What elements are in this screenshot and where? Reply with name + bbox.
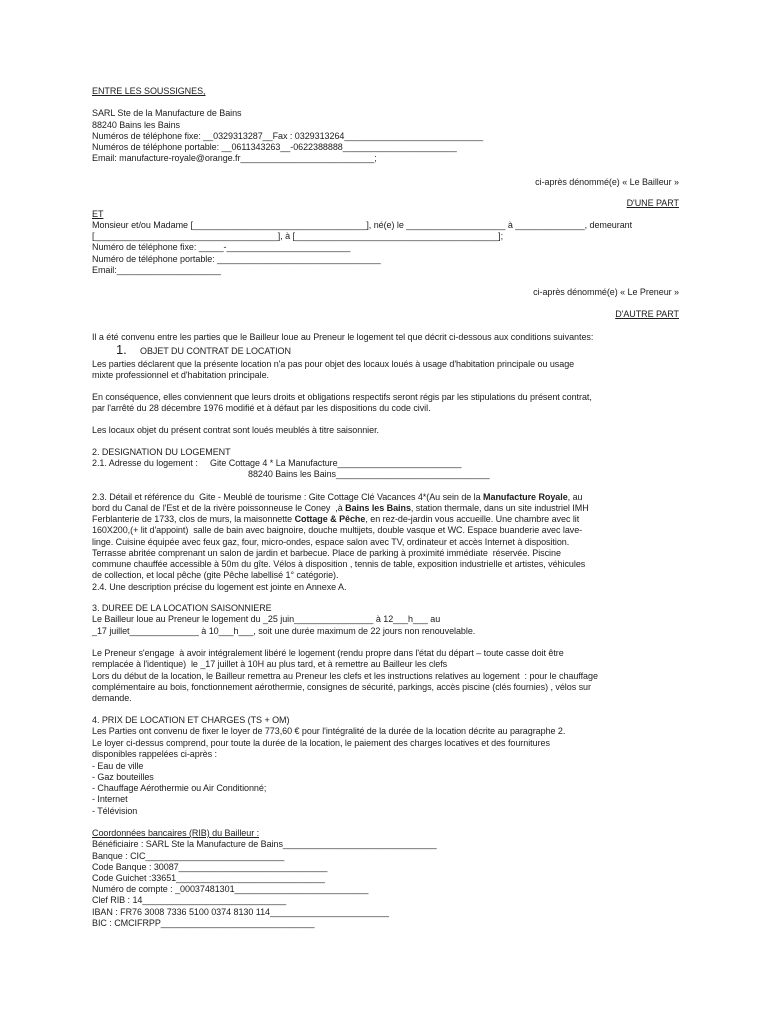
tenant-phone-fixed: Numéro de téléphone fixe: _____-_________________________ [92,242,351,252]
obligation-line-4: complémentaire au bois, fonctionnement aérothermie, consignes de sécurité, parkings, accès piscine (clés fournies) , vélos sur [92,682,591,692]
detail-line-2 [92,503,589,514]
duration-line-2: _17 juillet______________ à 10___h___, soit une durée maximum de 22 jours non renouvelable. [92,626,476,636]
detail-line-3-bold: Cottage & Pêche [294,514,366,524]
section-3-title: 3. DUREE DE LA LOCATION SAISONNIERE [92,603,272,613]
lessor-designation: ci-après dénommé(e) « Le Bailleur » [535,177,679,187]
branch-code: Code Guichet :33651______________________________ [92,873,325,883]
lessor-city: 88240 Bains les Bains [92,120,181,130]
object-paragraph-3: Les locaux objet du présent contrat sont loués meublés à titre saisonnier. [92,425,379,435]
detail-line-1 [92,492,582,503]
duration-line-1: Le Bailleur loue au Preneur le logement du _25 juin________________ à 12___h___ au [92,614,441,624]
intro-paragraph: Il a été convenu entre les parties que le Bailleur loue au Preneur le logement tel que décrit ci-dessous aux conditions suivantes: [92,332,594,342]
detail-line-3 [92,514,579,525]
tenant-identity-line-1: Monsieur et/ou Madame [___________________________________], né(e) le ____________________ à ______________, demeurant [92,220,633,230]
obligation-line-2: remplacée à l'identique) le _17 juillet à 10H au plus tard, et à remettre au Bailleur les clefs [92,659,448,669]
bank-code: Code Banque : 30087______________________________ [92,862,328,872]
detail-line-6: Terrasse abritée comprenant un salon de jardin et barbecue. Place de parking à proximité immédiate réservée. Piscine [92,548,561,558]
tenant-identity-line-2: [_____________________________________], à [_________________________________________]; [92,231,504,241]
price-line-1: Les Parties ont convenu de fixer le loyer de 773,60 € pour l'intégralité de la durée de la location décrite au paragraphe 2. [92,726,566,736]
price-line-3: disponibles rappelées ci-après : [92,749,217,759]
section-1-title: OBJET DU CONTRAT DE LOCATION [140,346,291,356]
detail-line-1-end: , au [567,492,583,502]
bank-details-title: Coordonnées bancaires (RIB) du Bailleur : [92,828,260,838]
detail-line-4: 160X200,(+ lit d'appoint) salle de bain avec baignoire, douche multijets, double vasque et WC. Espace buanderie avec lave- [92,525,583,535]
address-line-2: 88240 Bains les Bains_______________________________ [248,469,490,479]
address-line-1: 2.1. Adresse du logement : Gite Cottage 4 * La Manufacture_________________________ [92,458,462,468]
rib-key: Clef RIB : 14_____________________________ [92,895,287,905]
tenant-phone-mobile: Numéro de téléphone portable: _________________________________ [92,254,381,264]
lessor-phone-mobile: Numéros de téléphone portable: __0611343263__-0622388888_______________________ [92,142,457,152]
price-line-2: Le loyer ci-dessus comprend, pour toute la durée de la location, le paiement des charges locatives et des fournitures [92,738,550,748]
object-paragraph-2-line-2: par l'arrêté du 28 décembre 1976 modifié et à défaut par les dispositions du code civil. [92,403,431,413]
list-item: - Chauffage Aérothermie ou Air Conditionné; [92,783,267,793]
detail-line-5: linge. Cuisine équipée avec feux gaz, four, micro-ondes, espace salon avec TV, ordinateur et accès Internet à disposition. [92,537,570,547]
annex-reference: 2.4. Une description précise du logement est jointe en Annexe A. [92,582,347,592]
iban: IBAN : FR76 3008 7336 5100 0374 8130 114________________________ [92,907,389,917]
lessor-email: Email: manufacture-royale@orange.fr___________________________; [92,153,377,163]
obligation-line-3: Lors du début de la location, le Bailleur remettra au Preneur les clefs et les instructions relatives au logement : pour le chauffage [92,671,598,681]
obligation-line-5: demande. [92,693,132,703]
object-paragraph-1-line-1: Les parties déclarent que la présente location n'a pas pour objet des locaux loués à usage d'habitation principale ou usage [92,359,575,369]
lessor-phone-fixed: Numéros de téléphone fixe: __0329313287__Fax : 0329313264____________________________ [92,131,484,141]
lessor-part: D'UNE PART [626,198,679,208]
tenant-email: Email:_____________________ [92,265,221,275]
detail-line-1-bold: Manufacture Royale [483,492,568,502]
detail-line-2-text: bord du Canal de l'Est et de la rivère poissonneuse le Coney ,à [92,503,346,513]
bank-name: Banque : CIC____________________________ [92,851,285,861]
list-item: - Télévision [92,806,138,816]
detail-line-2-end: , station thermale, dans un site industriel IMH [410,503,589,513]
section-1-number: 1. [116,342,127,357]
and-separator: ET [92,209,104,219]
list-item: - Eau de ville [92,761,144,771]
account-number: Numéro de compte : _00037481301___________________________ [92,884,369,894]
detail-line-3-end: , en rez-de-jardin vous accueille. Une chambre avec lit [365,514,580,524]
detail-line-2-bold: Bains les Bains [345,503,411,513]
tenant-part: D'AUTRE PART [615,309,679,319]
lessor-name: SARL Ste de la Manufacture de Bains [92,108,242,118]
tenant-designation: ci-après dénommé(e) « Le Preneur » [533,287,679,297]
section-2-title: 2. DESIGNATION DU LOGEMENT [92,447,231,457]
detail-line-8: de collection, et local pêche (gite Pêche labellisé 1° catégorie). [92,570,339,580]
bank-beneficiary: Bénéficiaire : SARL Ste la Manufacture de Bains_______________________________ [92,839,437,849]
object-paragraph-2-line-1: En conséquence, elles conviennent que leurs droits et obligations respectifs seront régis par les stipulations du présent contrat, [92,392,592,402]
bic: BIC : CMCIFRPP_______________________________ [92,918,315,928]
list-item: - Gaz bouteilles [92,772,154,782]
obligation-line-1: Le Preneur s'engage à avoir intégralement libéré le logement (rendu propre dans l'état du départ – toute casse doit être [92,648,564,658]
section-4-title: 4. PRIX DE LOCATION ET CHARGES (TS + OM) [92,715,290,725]
detail-line-1-text: 2.3. Détail et référence du Gite - Meublé de tourisme : Gite Cottage Clé Vacances 4*(Au sein de la [92,492,484,502]
parties-heading: ENTRE LES SOUSSIGNES, [92,86,206,96]
detail-line-3-text: Ferblanterie de 1733, clos de murs, la maisonnette [92,514,295,524]
detail-line-7: commune chauffée accessible à 50m du gîte. Vélos à disposition , tennis de table, exposition industrielle et artistes, véhicules [92,559,586,569]
object-paragraph-1-line-2: mixte professionnel et d'habitation principale. [92,370,269,380]
list-item: - Internet [92,794,128,804]
